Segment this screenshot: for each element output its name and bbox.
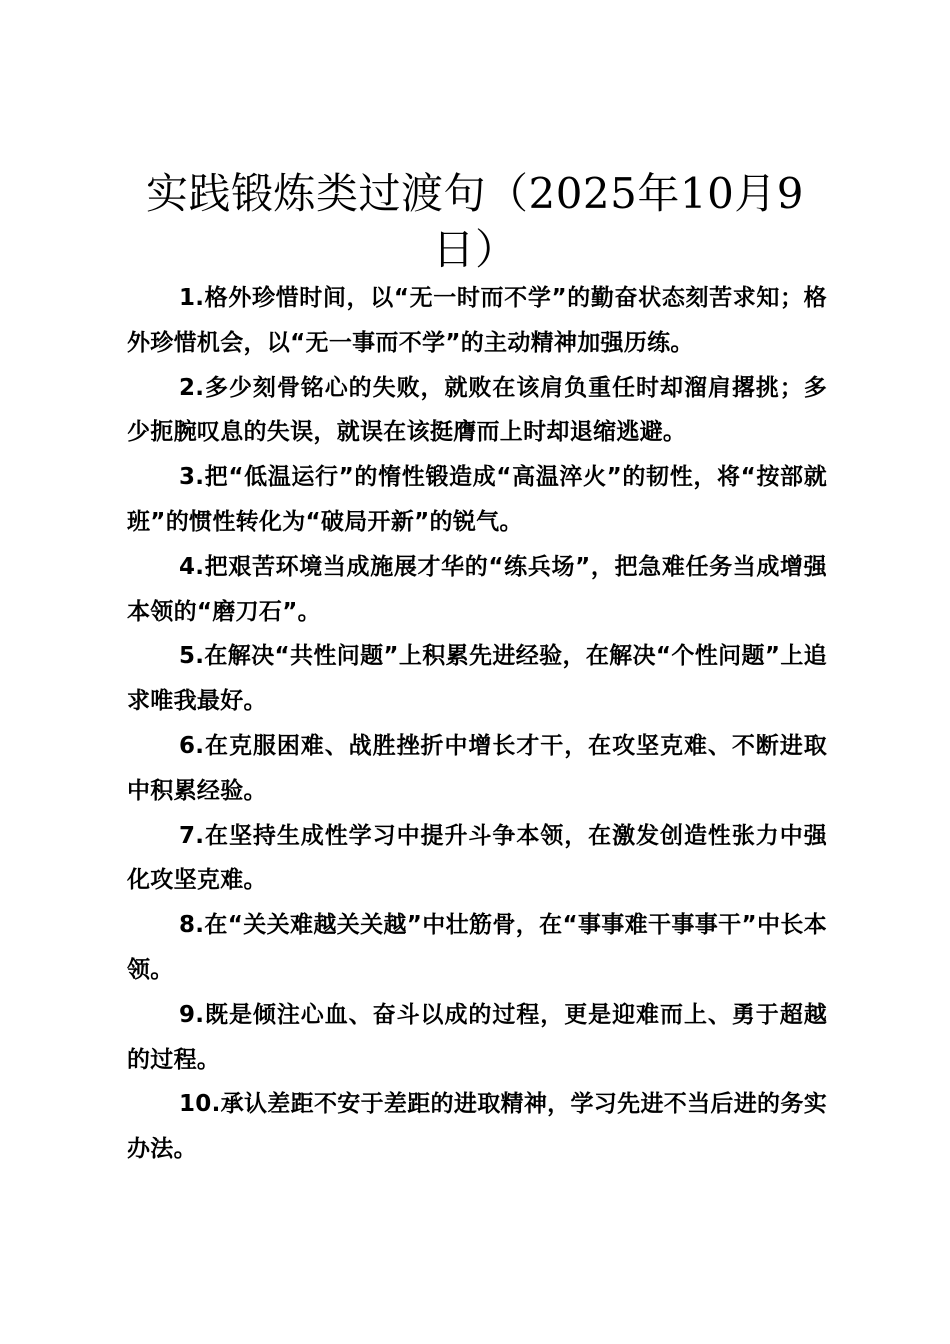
paragraph-5: 5.在解决“共性问题”上积累先进经验，在解决“个性问题”上追求唯我最好。 (127, 643, 827, 715)
paragraph-4: 4.把艰苦环境当成施展才华的“练兵场”，把急难任务当成增强本领的“磨刀石”。 (127, 553, 827, 625)
paragraph-1: 1.格外珍惜时间，以“无一时而不学”的勤奋状态刻苦求知；格外珍惜机会，以“无一事而不学”的主动精神加强历练。 (127, 285, 827, 356)
paragraph-3: 3.把“低温运行”的惰性锻造成“高温淬火”的韧性，将“按部就班”的惯性转化为“破局开新”的锐气。 (127, 464, 827, 535)
paragraph-10: 10.承认差距不安于差距的进取精神，学习先进不当后进的务实办法。 (127, 1091, 827, 1163)
paragraph-2: 2.多少刻骨铭心的失败，就败在该肩负重任时却溜肩撂挑；多少扼腕叹息的失误，就误在该挺膺而上时却退缩逃避。 (127, 374, 827, 446)
document-body (127, 276, 827, 1172)
paragraph-9: 9.既是倾注心血、奋斗以成的过程，更是迎难而上、勇于超越的过程。 (127, 1001, 827, 1073)
paragraph-6: 6.在克服困难、战胜挫折中增长才干，在攻坚克难、不断进取中积累经验。 (127, 732, 827, 804)
paragraph-7: 7.在坚持生成性学习中提升斗争本领，在激发创造性张力中强化攻坚克难。 (127, 822, 827, 894)
document-title: 实践锻炼类过渡句（2025年10月9日） (145, 169, 805, 274)
paragraph-8: 8.在“关关难越关关越”中壮筋骨，在“事事难干事事干”中长本领。 (127, 912, 827, 983)
